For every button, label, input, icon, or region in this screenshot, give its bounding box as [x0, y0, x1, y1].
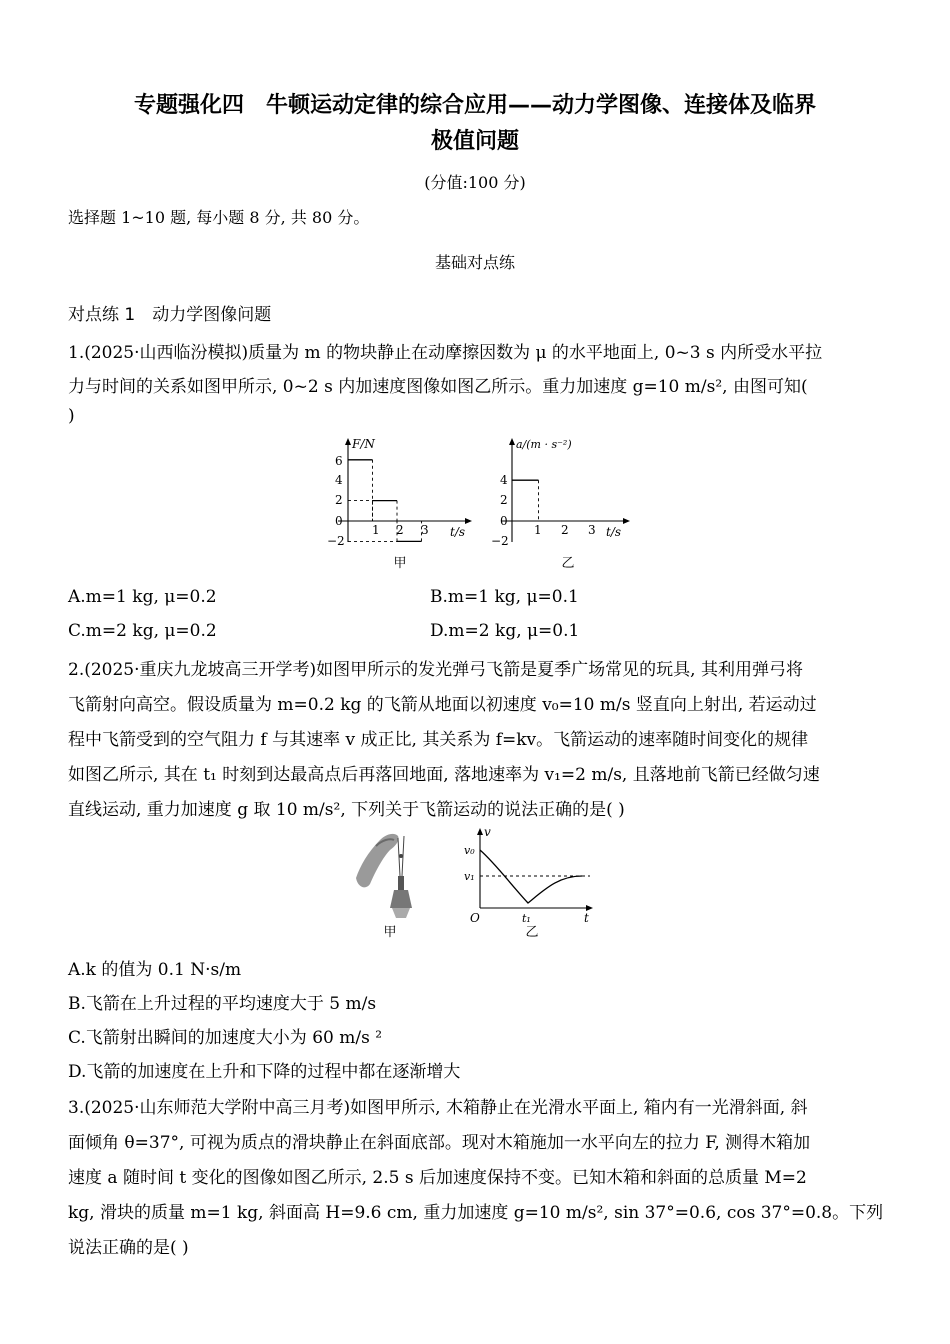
- x-tick-3: 3: [421, 523, 429, 537]
- figure-caption: 甲: [393, 556, 407, 571]
- y-axis-label: v: [484, 826, 491, 839]
- x-axis-arrow: [623, 518, 630, 524]
- y-tick-neg2: −2: [327, 534, 345, 548]
- subsection-title: 对点练 1 动力学图像问题: [68, 305, 272, 325]
- q2-line-5: 直线运动, 重力加速度 g 取 10 m/s², 下列关于飞箭运动的说法正确的是( ): [68, 800, 625, 820]
- q2-option-c[interactable]: C.飞箭射出瞬间的加速度大小为 60 m/s ²: [68, 1028, 383, 1048]
- y-tick-neg2: −2: [491, 534, 509, 548]
- speed-curve: [480, 850, 582, 903]
- q3-line-4: kg, 滑块的质量 m=1 kg, 斜面高 H=9.6 cm, 重力加速度 g=10 m/s², sin 37°=0.6, cos 37°=0.8。下列: [68, 1203, 884, 1223]
- x-axis-arrow: [465, 518, 472, 524]
- t1-label: t₁: [522, 912, 531, 925]
- origin-label: O: [470, 911, 480, 925]
- q1-option-c[interactable]: C.m=2 kg, μ=0.2: [68, 621, 217, 641]
- y-axis-label: F/N: [352, 437, 375, 451]
- q3-line-2: 面倾角 θ=37°, 可视为质点的滑块静止在斜面底部。现对木箱施加一水平向左的拉力 F, 测得木箱加: [68, 1133, 811, 1153]
- y-tick-4: 4: [335, 473, 343, 487]
- figure-caption: 乙: [525, 925, 539, 940]
- q1-option-d[interactable]: D.m=2 kg, μ=0.1: [430, 621, 580, 641]
- q1-line-2: 力与时间的关系如图甲所示, 0~2 s 内加速度图像如图乙所示。重力加速度 g=10 m/s², 由图可知(: [68, 377, 808, 397]
- q2-line-4: 如图乙所示, 其在 t₁ 时刻到达最高点后再落回地面, 落地速率为 v₁=2 m/s, 且落地前飞箭已经做匀速: [68, 765, 820, 785]
- score-note: (分值:100 分): [424, 173, 526, 192]
- y-axis-arrow: [509, 438, 515, 445]
- x-tick-1: 1: [372, 523, 380, 537]
- q2-line-3: 程中飞箭受到的空气阻力 f 与其速率 v 成正比, 其关系为 f=kv。飞箭运动的速率随时间变化的规律: [68, 730, 809, 750]
- v0-label: v₀: [464, 844, 475, 857]
- y-tick-4: 4: [500, 473, 508, 487]
- section-title: 基础对点练: [434, 253, 515, 272]
- q2-velocity-time-graph: [458, 826, 598, 941]
- q2-option-a[interactable]: A.k 的值为 0.1 N·s/m: [68, 960, 242, 980]
- q1-option-a[interactable]: A.m=1 kg, μ=0.2: [68, 587, 217, 607]
- q2-slingshot-photo: [350, 826, 430, 941]
- q2-option-b[interactable]: B.飞箭在上升过程的平均速度大于 5 m/s: [68, 994, 377, 1014]
- y-tick-2: 2: [335, 493, 343, 507]
- y-tick-2: 2: [500, 493, 508, 507]
- title-line-1: 专题强化四 牛顿运动定律的综合应用——动力学图像、连接体及临界: [133, 93, 816, 118]
- q2-line-2: 飞箭射向高空。假设质量为 m=0.2 kg 的飞箭从地面以初速度 v₀=10 m/s 竖直向上射出, 若运动过: [68, 695, 817, 715]
- x-axis-label: t/s: [606, 525, 622, 539]
- x-axis-label: t: [584, 911, 589, 925]
- q2-option-d[interactable]: D.飞箭的加速度在上升和下降的过程中都在逐渐增大: [68, 1062, 461, 1082]
- y-axis-arrow: [477, 828, 483, 835]
- q3-line-1: 3.(2025·山东师范大学附中高三月考)如图甲所示, 木箱静止在光滑水平面上, 箱内有一光滑斜面, 斜: [68, 1098, 808, 1118]
- x-tick-2: 2: [561, 523, 569, 537]
- q1-line-1: 1.(2025·山西临汾模拟)质量为 m 的物块静止在动摩擦因数为 μ 的水平地面上, 0~3 s 内所受水平拉: [68, 343, 823, 363]
- y-tick-0: 0: [335, 514, 343, 528]
- y-tick-6: 6: [335, 454, 343, 468]
- v1-label: v₁: [464, 870, 475, 883]
- y-axis-arrow: [345, 438, 351, 445]
- x-tick-1: 1: [534, 523, 542, 537]
- figure-caption: 甲: [383, 925, 397, 940]
- y-tick-0: 0: [500, 514, 508, 528]
- x-tick-3: 3: [588, 523, 596, 537]
- q1-acceleration-time-graph: [488, 434, 648, 574]
- intro-text: 选择题 1~10 题, 每小题 8 分, 共 80 分。: [68, 208, 370, 227]
- x-axis-label: t/s: [450, 525, 466, 539]
- q1-option-b[interactable]: B.m=1 kg, μ=0.1: [430, 587, 579, 607]
- q1-force-time-graph: [320, 434, 480, 574]
- q3-line-3: 速度 a 随时间 t 变化的图像如图乙所示, 2.5 s 后加速度保持不变。已知木箱和斜面的总质量 M=2: [68, 1168, 807, 1188]
- q1-line-3: ): [68, 406, 75, 426]
- title-line-2: 极值问题: [430, 129, 519, 154]
- figure-caption: 乙: [561, 556, 575, 571]
- y-axis-label: a/(m · s⁻²): [516, 438, 572, 451]
- q2-line-1: 2.(2025·重庆九龙坡高三开学考)如图甲所示的发光弹弓飞箭是夏季广场常见的玩具, 其利用弹弓将: [68, 660, 803, 680]
- x-tick-2: 2: [396, 523, 404, 537]
- q3-line-5: 说法正确的是( ): [68, 1238, 189, 1258]
